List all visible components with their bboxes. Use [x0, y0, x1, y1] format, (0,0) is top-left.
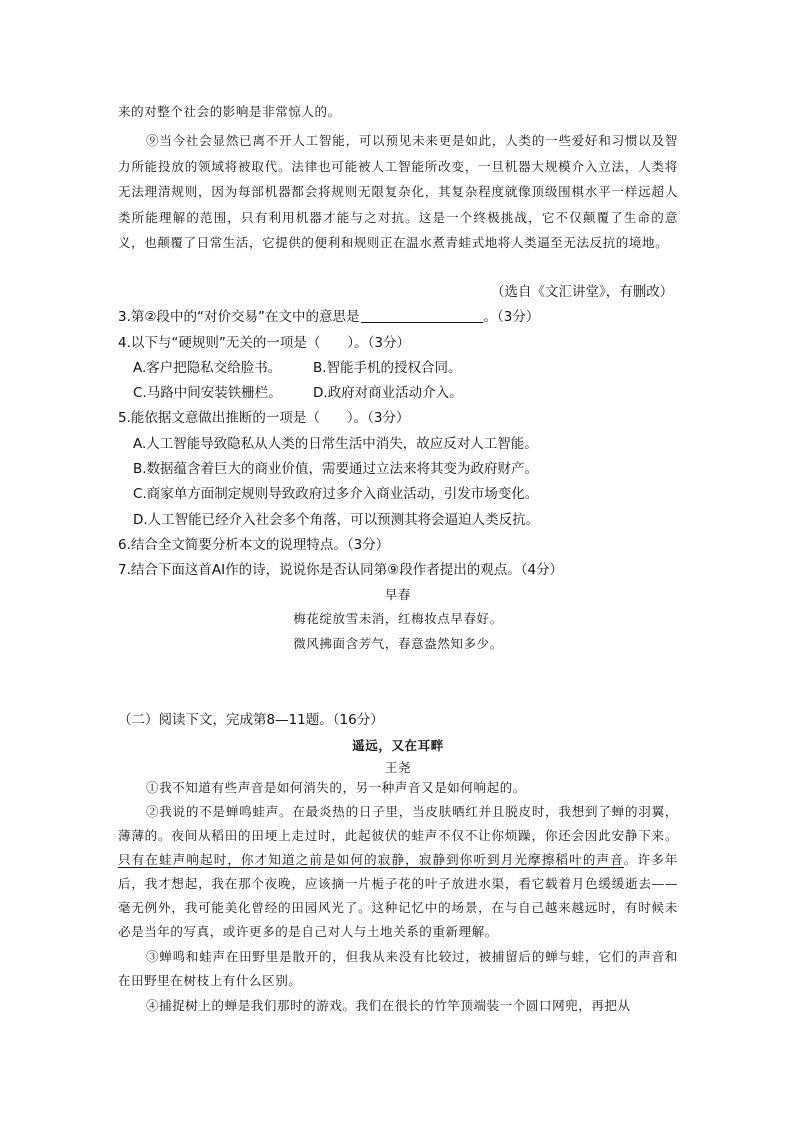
paragraph-2-end: 。许多年后，我才想起，我在那个夜晚，应该摘一片栀子花的叶子放进水渠，看它载着月色缓缓逝去——毫无例外，我可能美化曾经的田园风光了。这种记忆中的场景，在与自己越来越远时，有时候未必是当年的写真，或许更多的是自己对人与土地关系的重新理解。 [118, 852, 679, 939]
article-author: 王尧 [384, 760, 412, 775]
question-5: 5.能依据文意做出推断的一项是（ ）。（3分） [118, 410, 410, 426]
passage-continuation: 来的对整个社会的影响是非常惊人的。 [118, 104, 341, 119]
question-6: 6.结合全文简要分析本文的说理特点。（3分） [118, 537, 390, 553]
source-citation: （选自《文汇讲堂》，有删改） [491, 284, 674, 300]
question-5-option-c: C.商家单方面制定规则导致政府过多介入商业活动，引发市场变化。 [133, 486, 539, 502]
question-3-score: 。（3分） [483, 309, 540, 325]
paragraph-9: ⑨当今社会显然已离不开人工智能，可以预见未来更是如此，人类的一些爱好和习惯以及智力所能投放的领域将被取代。法律也可能被人工智能所改变，一旦机器大规模介入立法，人类将无法理清规则，因为每部机器都会将规则无限复杂化，其复杂程度就像顶级围棋水平一样远超人类所能理解的范围，只有利用机器才能与之对抗。这是一个终极挑战，它不仅颠覆了生命的意义，也颠覆了日常生活，它提供的便利和规则正在温水煮青蛙式地将人类逼至无法反抗的境地。 [118, 133, 678, 250]
question-4-option-c: C.马路中间安装铁栅栏。 [133, 385, 282, 401]
poem-line-1: 梅花绽放雪未消，红梅妆点早春好。 [293, 611, 503, 626]
question-4-option-b: B.智能手机的授权合同。 [313, 360, 462, 376]
question-3 [118, 305, 539, 325]
question-7: 7.结合下面这首AI作的诗，说说你是否认同第⑨段作者提出的观点。（4分） [118, 562, 564, 578]
question-5-option-d: D.人工智能已经介入社会多个角落，可以预测其将会逼迫人类反抗。 [133, 512, 540, 528]
article-paragraph-1: ①我不知道有些声音是如何消失的，另一种声音又是如何响起的。 [146, 780, 526, 795]
article-paragraph-4: ④捕捉树上的蝉是我们那时的游戏。我们在很长的竹竿顶端装一个圆口网兜，再把从 [146, 998, 631, 1013]
article-title: 遥远，又在耳畔 [352, 738, 444, 753]
article-paragraph-3: ③蝉鸣和蛙声在田野里是散开的，但我从来没有比较过，被捕留后的蝉与蛙，它们的声音和在田野里在树枝上有什么区别。 [118, 949, 678, 988]
answer-blank[interactable] [361, 309, 483, 323]
article-paragraph-2 [118, 800, 678, 944]
question-4: 4.以下与“硬规则”无关的一项是（ ）。（3分） [118, 335, 410, 351]
question-4-option-d: D.政府对商业活动介入。 [313, 385, 463, 401]
poem-title: 早春 [384, 587, 412, 602]
underlined-sentence: 只有在蛙声响起时，你才知道之前是如何的寂静，寂静到你听到月光摩擦稻叶的声音 [118, 852, 624, 867]
question-5-option-b: B.数据蕴含着巨大的商业价值，需要通过立法来将其变为政府财产。 [133, 461, 539, 477]
paragraph-2-start: ②我说的不是蝉鸣蛙声。在最炎热的日子里，当皮肤晒红并且脱皮时，我想到了蝉的羽翼，薄薄的。夜间从稻田的田埂上走过时，此起彼伏的蛙声不仅不让你烦躁，你还会因此安静下来。 [118, 804, 678, 843]
poem-line-2: 微风拂面含芳气，春意盎然知多少。 [293, 636, 503, 651]
question-5-option-a: A.人工智能导致隐私从人类的日常生活中消失，故应反对人工智能。 [133, 436, 538, 452]
question-3-text: 3.第②段中的“对价交易”在文中的意思是 [118, 309, 360, 325]
question-4-option-a: A.客户把隐私交给脸书。 [133, 360, 282, 376]
section-heading: （二）阅读下文，完成第8—11题。（16分） [118, 712, 384, 728]
